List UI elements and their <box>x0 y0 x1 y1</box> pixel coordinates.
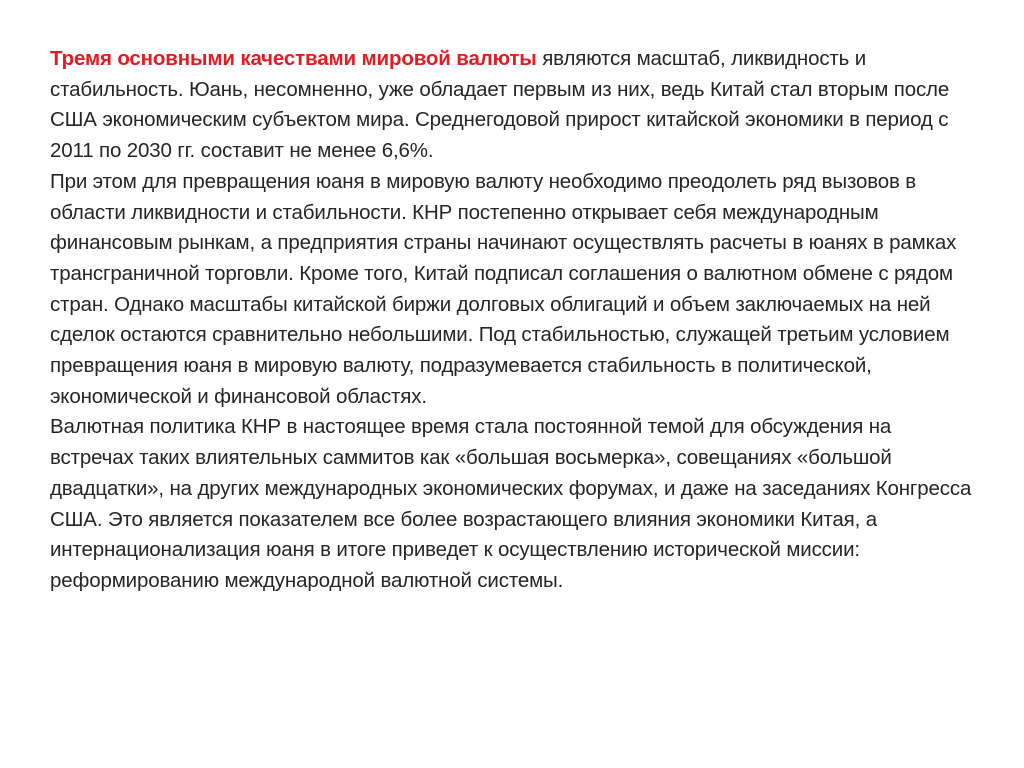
slide-text-body <box>50 44 980 597</box>
paragraph-intro-text: являются масштаб, ликвидность и стабильность. Юань, несомненно, уже обладает первым из них, ведь Китай стал вторым после США экономическим субъектом мира. Среднегодовой прирост китайской экономики в период с 2011 по 2030 гг. составит не менее 6,6%. <box>50 47 950 163</box>
paragraph-currency-policy: Валютная политика КНР в настоящее время стала постоянной темой для обсуждения на встречах таких влиятельных саммитов как «большая восьмерка», совещаниях «большой двадцатки», на других международных экономических форумах, и даже на заседаниях Конгресса США. Это является показателем все более возрастающего влияния экономики Китая, а интернационализация юаня в итоге приведет к осуществлению исторической миссии: реформированию международной валютной системы. <box>50 415 972 592</box>
paragraph-challenges: При этом для превращения юаня в мировую валюту необходимо преодолеть ряд вызовов в области ликвидности и стабильности. КНР постепенно открывает себя международным финансовым рынкам, а предприятия страны начинают осуществлять расчеты в юанях в рамках трансграничной торговли. Кроме того, Китай подписал соглашения о валютном обмене с рядом стран. Однако масштабы китайской биржи долговых облигаций и объем заключаемых на ней сделок остаются сравнительно небольшими. Под стабильностью, служащей третьим условием превращения юаня в мировую валюту, подразумевается стабильность в политической, экономической и финансовой областях. <box>50 169 957 408</box>
highlighted-lead-phrase: Тремя основными качествами мировой валюты <box>50 47 537 70</box>
paragraph-intro <box>50 44 980 167</box>
